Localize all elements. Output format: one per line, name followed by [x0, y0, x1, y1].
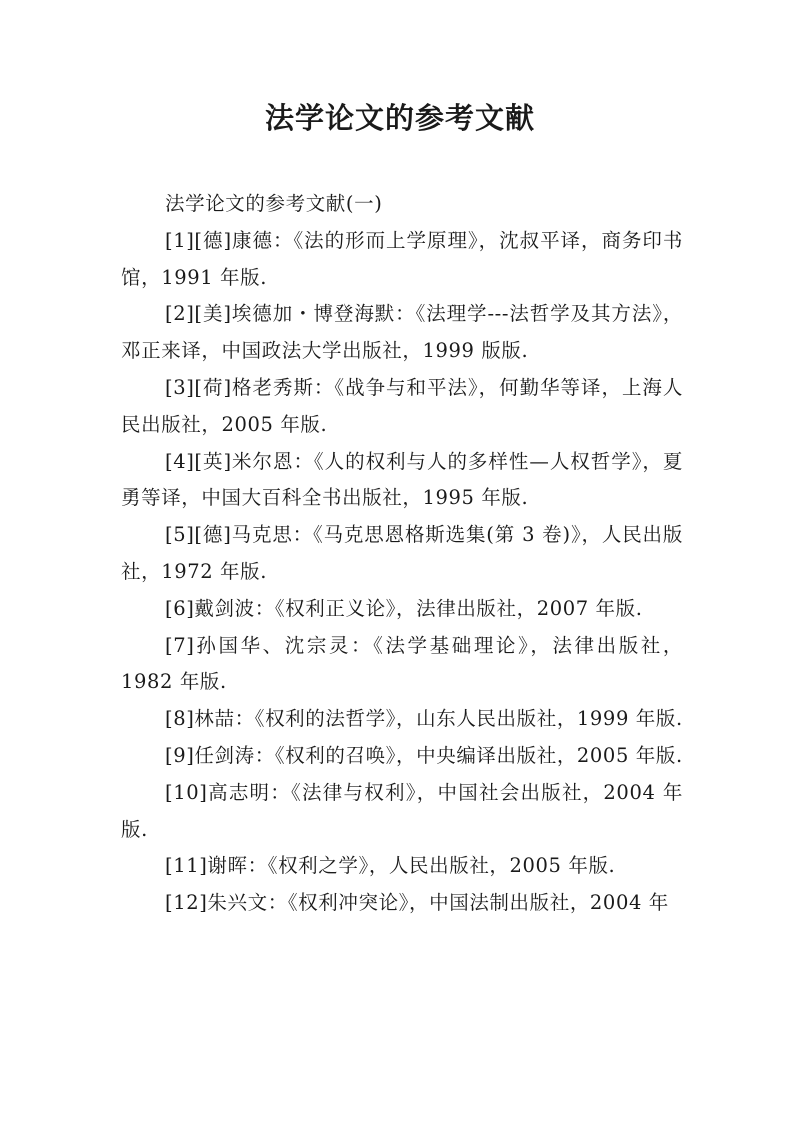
section-heading: 法学论文的参考文献(一): [165, 192, 383, 215]
reference-item: [11]谢晖：《权利之学》，人民出版社，2005 年版.: [165, 854, 616, 878]
reference-item: [3][荷]格老秀斯：《战争与和平法》，何勤华等译，上海人民出版社，2005 年版.: [121, 375, 683, 436]
reference-item: [4][英]米尔恩：《人的权利与人的多样性—人权哲学》，夏勇等译，中国大百科全书出版社，1995 年版.: [121, 449, 683, 510]
reference-item: [7]孙国华、沈宗灵：《法学基础理论》，法律出版社，1982 年版.: [121, 633, 683, 694]
reference-item: [6]戴剑波：《权利正义论》，法律出版社，2007 年版.: [165, 596, 643, 620]
reference-item: [8]林喆：《权利的法哲学》，山东人民出版社，1999 年版.: [165, 707, 683, 731]
reference-item: [2][美]埃德加・博登海默：《法理学---法哲学及其方法》，邓正来译，中国政法大学出版社，1999 版版.: [121, 302, 683, 363]
reference-item: [1][德]康德：《法的形而上学原理》，沈叔平译，商务印书馆，1991 年版.: [121, 228, 683, 289]
reference-item: [9]任剑涛：《权利的召唤》，中央编译出版社，2005 年版.: [165, 743, 683, 767]
reference-item: [12]朱兴文：《权利冲突论》，中国法制出版社，2004 年: [165, 891, 669, 915]
reference-item: [5][德]马克思：《马克思恩格斯选集(第 3 卷)》，人民出版社，1972 年版.: [121, 523, 683, 583]
document-body: [121, 186, 683, 922]
reference-item: [10]高志明：《法律与权利》，中国社会出版社，2004 年版.: [121, 780, 683, 841]
document-title: 法学论文的参考文献: [264, 101, 535, 135]
